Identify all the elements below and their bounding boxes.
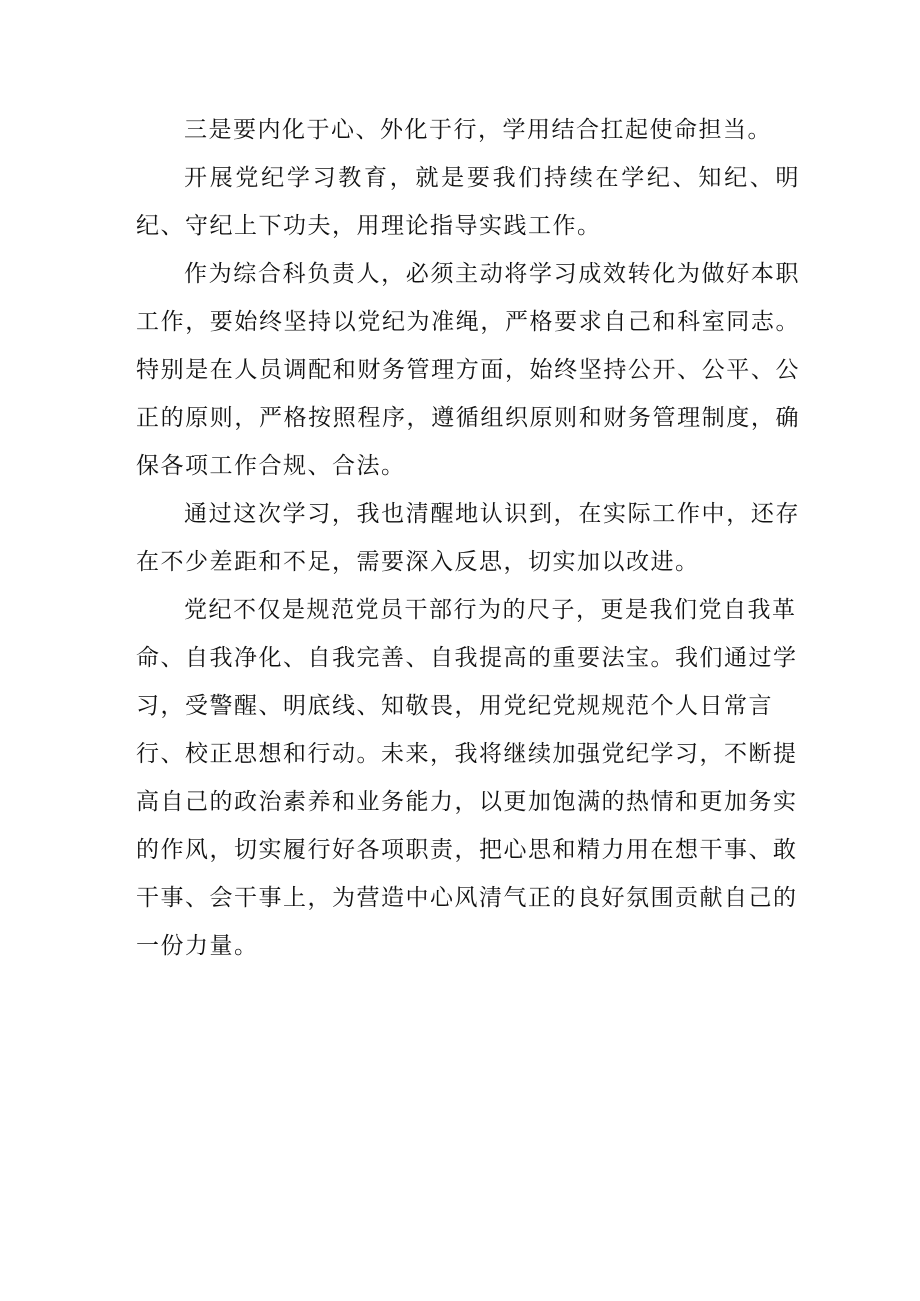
paragraph-study-education: 开展党纪学习教育，就是要我们持续在学纪、知纪、明纪、守纪上下功夫，用理论指导实践工作。: [136, 165, 800, 239]
paragraph-heading-point-three: 三是要内化于心、外化于行，学用结合扛起使命担当。: [184, 117, 772, 143]
paragraph-conclusion: 党纪不仅是规范党员干部行为的尺子，更是我们党自我革命、自我净化、自我完善、自我提高的重要法宝。我们通过学习，受警醒、明底线、知敬畏，用党纪党规规范个人日常言行、校正思想和行动。未来，我将继续加强党纪学习，不断提高自己的政治素养和业务能力，以更加饱满的热情和更加务实的作风，切实履行好各项职责，把心思和精力用在想干事、敢干事、会干事上，为营造中心风清气正的良好氛围贡献自己的一份力量。: [136, 597, 798, 959]
paragraph-reflection: 通过这次学习，我也清醒地认识到，在实际工作中，还存在不少差距和不足，需要深入反思，切实加以改进。: [136, 501, 800, 575]
paragraph-responsibility: 作为综合科负责人，必须主动将学习成效转化为做好本职工作，要始终坚持以党纪为准绳，严格要求自己和科室同志。特别是在人员调配和财务管理方面，始终坚持公开、公平、公正的原则，严格按照程序，遵循组织原则和财务管理制度，确保各项工作合规、合法。: [136, 261, 800, 479]
document-body: [136, 106, 800, 970]
